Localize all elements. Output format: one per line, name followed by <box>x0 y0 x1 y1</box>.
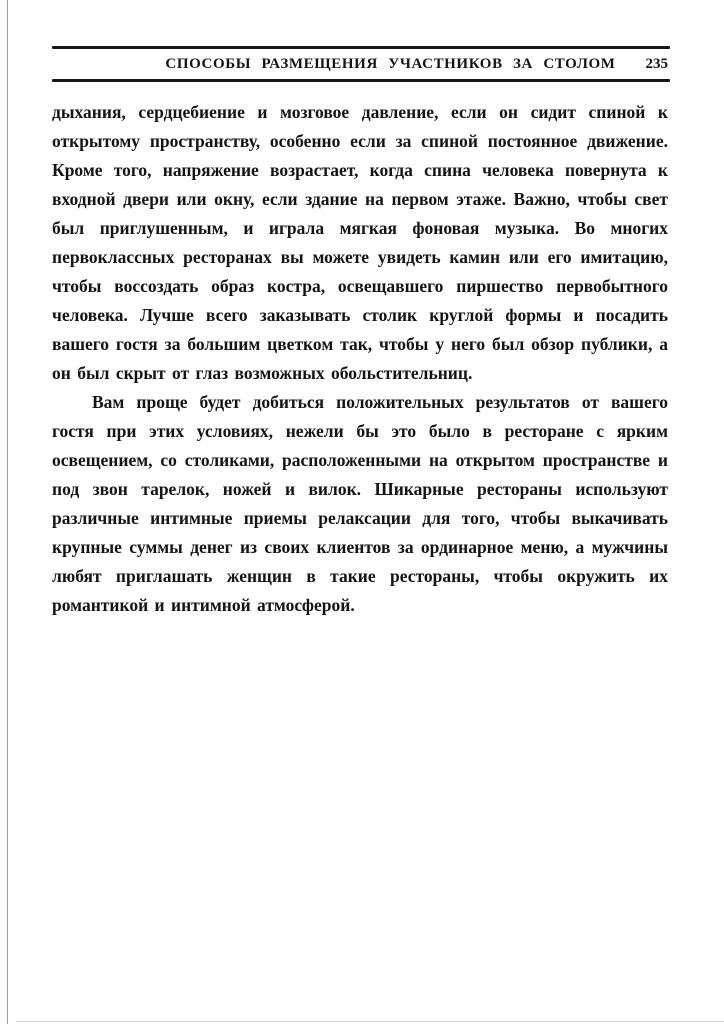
page-number: 235 <box>645 56 668 72</box>
header-rule-bottom <box>52 79 670 82</box>
running-header <box>52 46 670 82</box>
body-text-block <box>52 98 668 620</box>
paragraph: Вам проще будет добиться положительных результатов от вашего гостя при этих условиях, нежели бы это было в ресторане с ярким освещением, со столиками, расположенными на открытом пространстве и под звон тарелок, ножей и вилок. Шикарные рестораны используют различные интимные приемы релаксации для того, чтобы выкачивать крупные суммы денег из своих клиентов за ординарное меню, а мужчины любят приглашать женщин в такие рестораны, чтобы окружить их романтикой и интимной атмосферой. <box>52 392 668 615</box>
running-header-title: СПОСОБЫ РАЗМЕЩЕНИЯ УЧАСТНИКОВ ЗА СТОЛОМ <box>165 56 616 72</box>
scan-edge-line-bottom <box>16 1021 724 1022</box>
scan-edge-line-left <box>7 0 8 1024</box>
paragraph: дыхания, сердцебиение и мозговое давление, если он сидит спиной к открытому пространству, особенно если за спиной постоянное движение. Кроме того, напряжение возрастает, когда спина человека повернута к входной двери или окну, если здание на первом этаже. Важно, чтобы свет был приглушенным, и играла мягкая фоновая музыка. Во многих первоклассных ресторанах вы можете увидеть камин или его имитацию, чтобы воссоздать образ костра, освещавшего пиршество первобытного человека. Лучше всего заказывать столик круглой формы и посадить вашего гостя за большим цветком так, чтобы у него был обзор публики, а он был скрыт от глаз возможных обольстительниц. <box>52 102 668 383</box>
header-row <box>52 49 670 79</box>
